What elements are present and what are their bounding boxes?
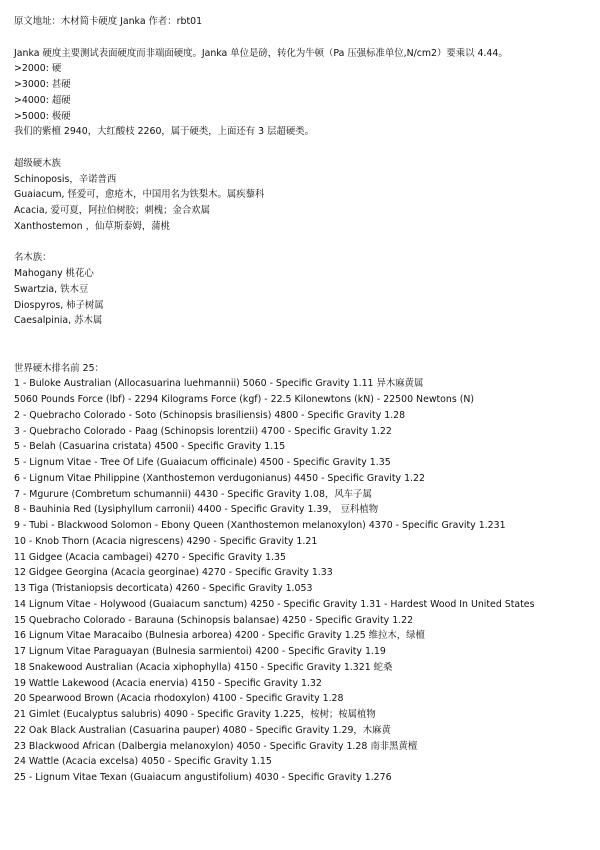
ranking-item: 1 - Buloke Australian (Allocasuarina luehmannii) 5060 - Specific Gravity 1.11 异木麻黄属 (14, 378, 424, 390)
ranking-item: 16 Lignum Vitae Maracaibo (Bulnesia arborea) 4200 - Specific Gravity 1.25 维拉木，绿檀 (14, 630, 425, 642)
grade-line: >3000: 甚硬 (14, 79, 71, 90)
ranking-item: 10 - Knob Thorn (Acacia nigrescens) 4290 - Specific Gravity 1.21 (14, 535, 318, 547)
ranking-item: 2 - Quebracho Colorado - Soto (Schinopsis brasiliensis) 4800 - Specific Gravity 1.28 (14, 409, 406, 421)
ranking-item: 20 Spearwood Brown (Acacia rhodoxylon) 4100 - Specific Gravity 1.28 (14, 693, 344, 705)
intro-section (14, 46, 594, 141)
spacer (14, 345, 594, 361)
ranking-item: 24 Wattle (Acacia excelsa) 4050 - Specific Gravity 1.15 (14, 756, 272, 768)
list-item: Caesalpinia, 苏木属 (14, 315, 103, 327)
ranking-item: 18 Snakewood Australian (Acacia xiphophylla) 4150 - Specific Gravity 1.321 蛇桑 (14, 661, 393, 673)
ranking-item: 5 - Lignum Vitae - Tree Of Life (Guaiacum officinale) 4500 - Specific Gravity 1.35 (14, 457, 391, 468)
spacer (14, 30, 594, 46)
ranking-item: 6 - Lignum Vitae Philippine (Xanthostemon verdugonianus) 4450 - Specific Gravity 1.22 (14, 472, 425, 484)
source-header: 原文地址：木材简卡硬度 Janka 作者：rbt01 (14, 16, 203, 27)
super-hard-section (14, 156, 594, 235)
spacer (14, 235, 594, 251)
ranking-item: 15 Quebracho Colorado - Barauna (Schinopsis balansae) 4250 - Specific Gravity 1.22 (14, 614, 414, 626)
ranking-item: 19 Wattle Lakewood (Acacia enervia) 4150 - Specific Gravity 1.32 (14, 677, 322, 689)
ranking-item: 17 Lignum Vitae Paraguayan (Bulnesia sarmientoi) 4200 - Specific Gravity 1.19 (14, 646, 386, 657)
list-item: Guaiacum, 怪爱可，愈疮木，中国用名为铁梨木。属疾藜科 (14, 189, 265, 201)
spacer (14, 329, 594, 345)
list-item: Schinoposis，辛诺普西 (14, 173, 117, 185)
ranking-section (14, 361, 594, 786)
ranking-item: 21 Gimlet (Eucalyptus salubris) 4090 - Specific Gravity 1.225，桉树；桉属植物 (14, 709, 376, 720)
ranking-item: 5 - Belah (Casuarina cristata) 4500 - Specific Gravity 1.15 (14, 441, 286, 453)
ranking-item: 23 Blackwood African (Dalbergia melanoxylon) 4050 - Specific Gravity 1.28 南非黑黄檀 (14, 740, 418, 752)
section-title: 世界硬木排名前 25： (14, 362, 104, 374)
list-item: Xanthostemon ，仙草斯泰姆，蒲桃 (14, 220, 170, 232)
list-item: Diospyros, 柿子树属 (14, 299, 104, 311)
ranking-item: 8 - Bauhinia Red (Lysiphyllum carronii) 4400 - Specific Gravity 1.39， 豆科植物 (14, 504, 379, 516)
grade-line: >5000: 极硬 (14, 110, 71, 122)
ranking-item: 13 Tiga (Tristaniopsis decorticata) 4260 - Specific Gravity 1.053 (14, 583, 313, 594)
janka-definition: Janka 硬度主要测试表面硬度而非端面硬度。Janka 单位是磅，转化为牛顿（Pa 压强标准单位,N/cm2）要乘以 4.44。 (14, 47, 508, 59)
document-body (14, 14, 594, 786)
intro-note: 我们的紫檀 2940，大红酸枝 2260，属于硬类，上面还有 3 层超硬类。 (14, 126, 314, 138)
ranking-item: 22 Oak Black Australian (Casuarina pauper) 4080 - Specific Gravity 1.29，木麻黄 (14, 724, 391, 736)
ranking-item: 9 - Tubi - Blackwood Solomon - Ebony Queen (Xanthostemon melanoxylon) 4370 - Specific Gravity 1.231 (14, 520, 506, 531)
spacer (14, 140, 594, 156)
list-item: Acacia, 爱可夏，阿拉伯树胶；刺槐；金合欢属 (14, 205, 210, 216)
ranking-item: 25 - Lignum Vitae Texan (Guaiacum angustifolium) 4030 - Specific Gravity 1.276 (14, 772, 392, 783)
ranking-item: 7 - Mgurure (Combretum schumannii) 4430 - Specific Gravity 1.08，风车子属 (14, 488, 372, 500)
ranking-item: 5060 Pounds Force (lbf) - 2294 Kilograms Force (kgf) - 22.5 Kilonewtons (kN) - 22500 Newtons (N) (14, 394, 475, 405)
ranking-item: 12 Gidgee Georgina (Acacia georginae) 4270 - Specific Gravity 1.33 (14, 567, 333, 579)
section-title: 超级硬木族 (14, 157, 61, 169)
section-title: 名木族： (14, 252, 52, 264)
grade-line: >2000: 硬 (14, 63, 62, 75)
grade-line: >4000: 超硬 (14, 94, 71, 106)
famous-wood-section (14, 250, 594, 329)
list-item: Mahogany 桃花心 (14, 268, 94, 279)
ranking-item: 14 Lignum Vitae - Holywood (Guaiacum sanctum) 4250 - Specific Gravity 1.31 - Hardest Wood In United States (14, 598, 535, 610)
ranking-item: 3 - Quebracho Colorado - Paag (Schinopsis lorentzii) 4700 - Specific Gravity 1.22 (14, 425, 392, 437)
list-item: Swartzia, 铁木豆 (14, 283, 89, 295)
ranking-item: 11 Gidgee (Acacia cambagei) 4270 - Specific Gravity 1.35 (14, 551, 286, 563)
